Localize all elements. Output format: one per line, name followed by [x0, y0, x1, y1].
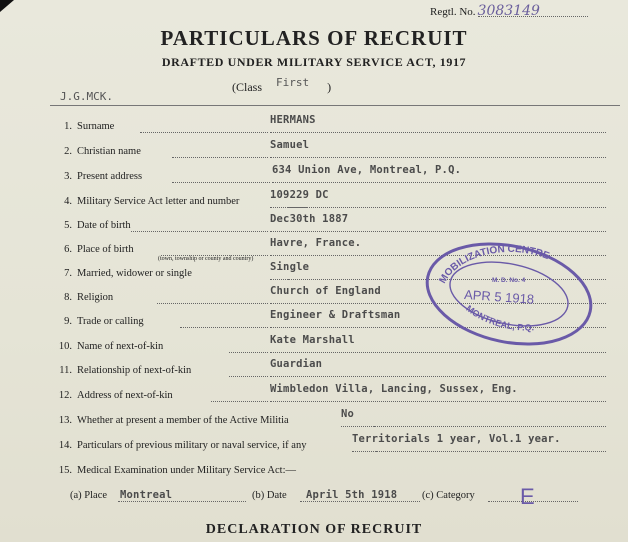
- value-dotted-line: [352, 451, 606, 452]
- field-value: Single: [270, 261, 310, 273]
- field-value: Territorials 1 year, Vol.1 year.: [352, 433, 561, 445]
- value-dotted-line: [341, 426, 606, 427]
- initials: J.G.MCK.: [60, 90, 113, 103]
- field-value: Wimbledon Villa, Lancing, Sussex, Eng.: [270, 383, 518, 395]
- stamp-date-text: APR 5 1918: [463, 286, 535, 307]
- field-dotted-line: [140, 132, 268, 133]
- field-label: Trade or calling: [77, 316, 144, 327]
- field-number: 13.: [58, 415, 72, 426]
- field-number: 7.: [64, 268, 72, 279]
- field-value: 109229 DC: [270, 189, 329, 201]
- field-row: [56, 341, 163, 352]
- stamp-top-text: MOBILIZATION CENTRE: [437, 243, 551, 286]
- field-number: 1.: [64, 121, 72, 132]
- field-number: 11.: [59, 365, 72, 376]
- place-dots: [118, 501, 246, 502]
- class-value: First: [276, 76, 310, 89]
- field-label: Name of next-of-kin: [77, 341, 164, 352]
- field-value: Engineer & Draftsman: [270, 309, 401, 321]
- header-rule: [50, 105, 620, 106]
- field-number: 2.: [64, 146, 72, 157]
- field-dotted-line: [211, 401, 268, 402]
- value-dotted-line: [272, 182, 606, 183]
- regtl-label: Regtl. No.: [430, 6, 476, 18]
- class-close: ): [327, 80, 332, 94]
- corner-mark: [0, 0, 14, 12]
- field-row: [56, 415, 289, 426]
- field-label: Military Service Act letter and number: [77, 196, 240, 207]
- field-number: 14.: [58, 440, 72, 451]
- class-open: (Class: [232, 80, 262, 94]
- medical-category: [422, 490, 475, 501]
- form-subtitle: DRAFTED UNDER MILITARY SERVICE ACT, 1917: [161, 55, 467, 69]
- field-dotted-line: [172, 157, 268, 158]
- field-label: Address of next-of-kin: [77, 390, 173, 401]
- form-title: PARTICULARS OF RECRUIT: [160, 26, 468, 50]
- value-dotted-line: [270, 231, 606, 232]
- field-row: [56, 268, 192, 279]
- field-number: 15.: [58, 465, 72, 476]
- field-label: Married, widower or single: [77, 268, 192, 279]
- mobilization-stamp: [420, 236, 598, 346]
- field-number: 5.: [64, 220, 72, 231]
- field-dotted-line: [131, 231, 268, 232]
- field-number: 8.: [64, 292, 72, 303]
- field-value: No: [341, 408, 355, 420]
- medical-category-label: (c) Category: [422, 490, 475, 501]
- field-number: 4.: [64, 196, 72, 207]
- field-row: [56, 121, 114, 132]
- field-row: [56, 244, 134, 255]
- field-value: Kate Marshall: [270, 334, 355, 346]
- declaration-heading: DECLARATION OF RECRUIT: [205, 522, 423, 537]
- field-row: [56, 220, 131, 231]
- field-row: [56, 365, 191, 376]
- field-row: [56, 171, 142, 182]
- value-dotted-line: [270, 352, 606, 353]
- class-line: [232, 76, 332, 95]
- field-row: [56, 292, 113, 303]
- medical-place-label: (a) Place: [70, 490, 108, 501]
- field-number: 12.: [58, 390, 72, 401]
- field-value: 634 Union Ave, Montreal, P.Q.: [272, 164, 462, 176]
- value-dotted-line: [270, 157, 606, 158]
- field-dotted-line: [157, 303, 268, 304]
- medical-date-value: April 5th 1918: [306, 489, 398, 501]
- field-row: [56, 146, 141, 157]
- field-label: Surname: [77, 121, 115, 132]
- field-number: 3.: [64, 171, 72, 182]
- field-value: HERMANS: [270, 114, 316, 126]
- field-dotted-line: [180, 327, 268, 328]
- field-label: Medical Examination under Military Service Act:—: [77, 465, 296, 476]
- field-value: Guardian: [270, 358, 323, 370]
- field-label: Present address: [77, 171, 143, 182]
- field-row: [56, 465, 296, 476]
- regtl-number: 3083149: [477, 3, 540, 19]
- field-dotted-line: [229, 376, 268, 377]
- birth-place-note: (town, township or county and country): [158, 256, 254, 262]
- medical-category-value: E: [520, 484, 535, 509]
- field-label: Whether at present a member of the Active Militia: [77, 415, 289, 426]
- regtl-dotted-line: [478, 16, 588, 17]
- field-label: Religion: [77, 292, 114, 303]
- value-dotted-line: [270, 207, 606, 208]
- stamp-bottom-text: MONTREAL, P.Q.: [464, 303, 535, 333]
- value-dotted-line: [270, 376, 606, 377]
- stamp-mid-text: M. D. No. 4: [492, 277, 526, 284]
- medical-place: [70, 490, 107, 501]
- value-dotted-line: [270, 132, 606, 133]
- field-number: 9.: [64, 316, 72, 327]
- medical-place-value: Montreal: [120, 489, 173, 501]
- value-dotted-line: [270, 401, 606, 402]
- field-label: Particulars of previous military or naval service, if any: [77, 440, 307, 451]
- field-label: Date of birth: [77, 220, 131, 231]
- field-dotted-line: [229, 352, 268, 353]
- field-row: [56, 440, 306, 451]
- medical-date-label: (b) Date: [252, 490, 287, 501]
- field-value: Church of England: [270, 285, 381, 297]
- medical-date: [252, 490, 287, 501]
- date-dots: [300, 501, 420, 502]
- field-row: [56, 196, 239, 207]
- field-value: Dec30th 1887: [270, 213, 349, 225]
- field-label: Place of birth: [77, 244, 134, 255]
- field-number: 10.: [58, 341, 72, 352]
- field-row: [56, 316, 144, 327]
- field-label: Christian name: [77, 146, 141, 157]
- field-value: Havre, France.: [270, 237, 362, 249]
- field-number: 6.: [64, 244, 72, 255]
- field-row: [56, 390, 173, 401]
- field-label: Relationship of next-of-kin: [77, 365, 192, 376]
- field-dotted-line: [172, 182, 270, 183]
- field-value: Samuel: [270, 139, 310, 151]
